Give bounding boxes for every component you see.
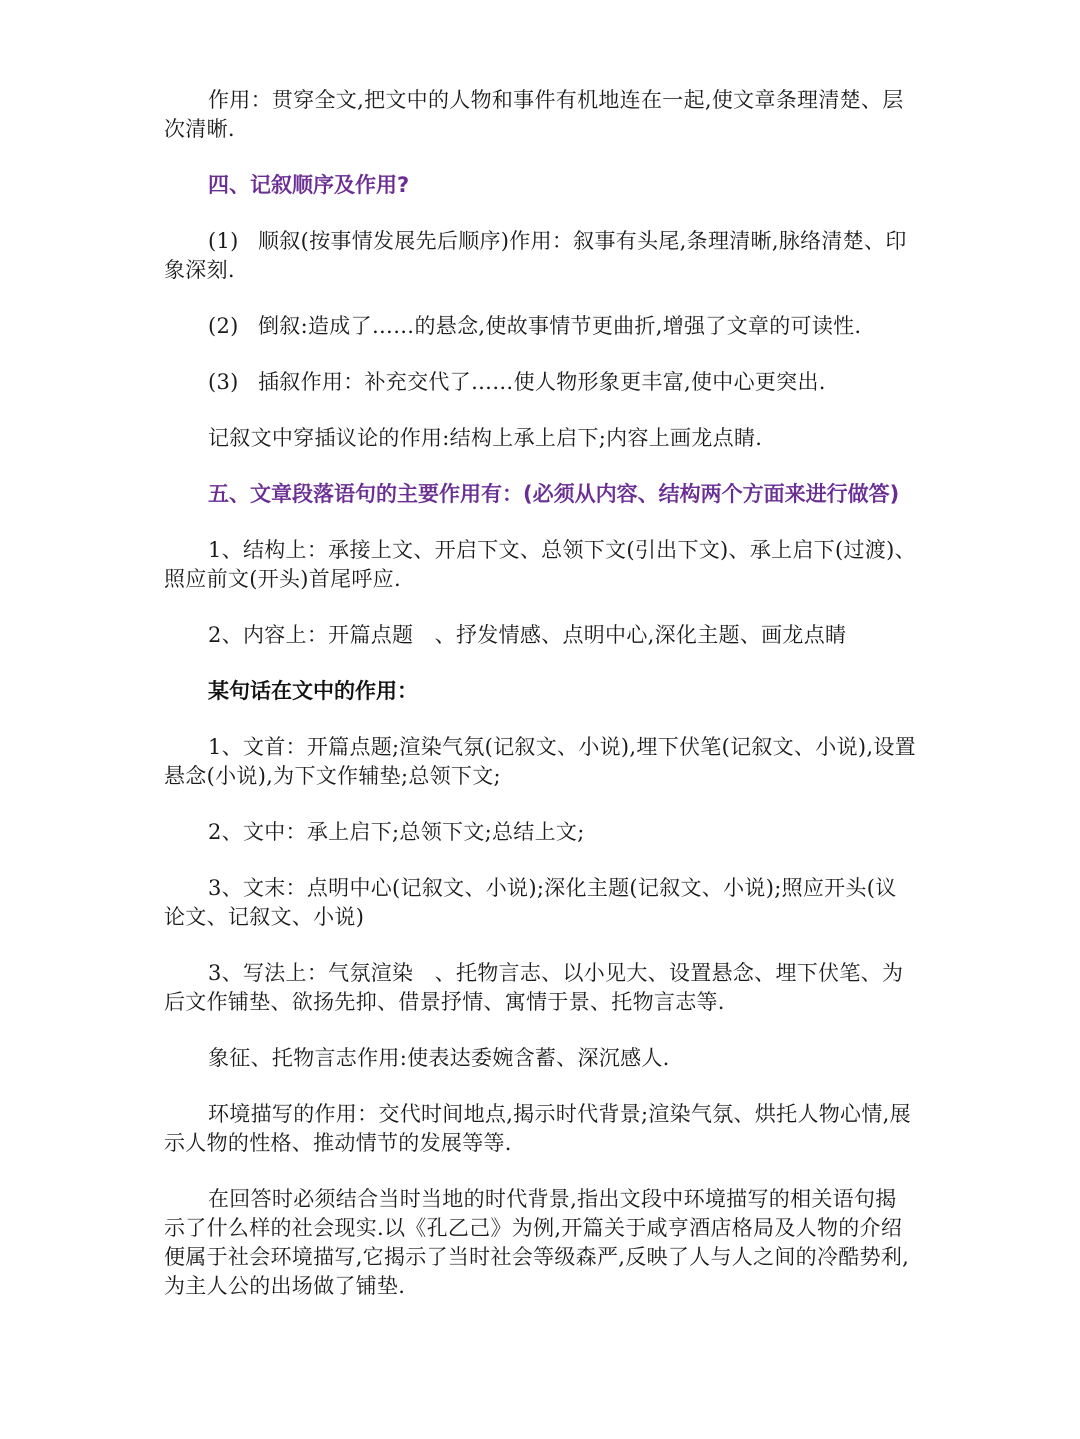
paragraph-argument-in-narrative: 记叙文中穿插议论的作用:结构上承上启下;内容上画龙点睛. (208, 426, 763, 450)
paragraph-thread-function: 作用：贯穿全文,把文中的人物和事件有机地连在一起,使文章条理清楚、层次清晰. (164, 88, 904, 141)
paragraph-flashback (164, 312, 916, 341)
item-text: 顺叙(按事情发展先后顺序)作用：叙事有头尾,条理清晰,脉络清楚、印象深刻. (164, 229, 907, 282)
item-number: (2) (208, 314, 239, 338)
paragraph-content: 2、内容上：开篇点题 、抒发情感、点明中心,深化主题、画龙点睛 (208, 623, 847, 647)
paragraph-structure: 1、结构上：承接上文、开启下文、总领下文(引出下文)、承上启下(过渡)、照应前文(开头)首尾呼应. (164, 538, 916, 591)
paragraph-environment-description: 环境描写的作用：交代时间地点,揭示时代背景;渲染气氛、烘托人物心情,展示人物的性格、推动情节的发展等等. (164, 1102, 911, 1155)
paragraph-beginning: 1、文首：开篇点题;渲染气氛(记叙文、小说),埋下伏笔(记叙文、小说),设置悬念(小说),为下文作辅垫;总领下文; (164, 735, 916, 788)
paragraph-interpolation (164, 368, 916, 397)
item-number: (1) (208, 229, 239, 253)
paragraph-answer-guidance: 在回答时必须结合当时当地的时代背景,指出文段中环境描写的相关语句揭示了什么样的社会现实.以《孔乙己》为例,开篇关于咸亨酒店格局及人物的介绍便属于社会环境描写,它揭示了当时社会等级森严,反映了人与人之间的冷酷势利,为主人公的出场做了铺垫. (164, 1187, 910, 1298)
heading-paragraph-functions: 五、文章段落语句的主要作用有：(必须从内容、结构两个方面来进行做答) (208, 482, 900, 506)
document-body (164, 86, 916, 1328)
paragraph-chronological (164, 227, 916, 285)
item-text: 倒叙:造成了……的悬念,使故事情节更曲折,增强了文章的可读性. (258, 314, 862, 338)
paragraph-writing-techniques: 3、写法上：气氛渲染 、托物言志、以小见大、设置悬念、埋下伏笔、为后文作铺垫、欲扬先抑、借景抒情、寓情于景、托物言志等. (164, 961, 904, 1014)
item-number: (3) (208, 370, 239, 394)
heading-sentence-function: 某句话在文中的作用： (208, 679, 418, 703)
item-text: 插叙作用：补充交代了……使人物形象更丰富,使中心更突出. (258, 370, 826, 394)
paragraph-symbolism: 象征、托物言志作用:使表达委婉含蓄、深沉感人. (208, 1046, 670, 1070)
paragraph-middle: 2、文中：承上启下;总领下文;总结上文; (208, 820, 585, 844)
heading-narrative-order: 四、记叙顺序及作用? (208, 173, 410, 197)
paragraph-end: 3、文末：点明中心(记叙文、小说);深化主题(记叙文、小说);照应开头(议论文、记叙文、小说) (164, 876, 897, 929)
